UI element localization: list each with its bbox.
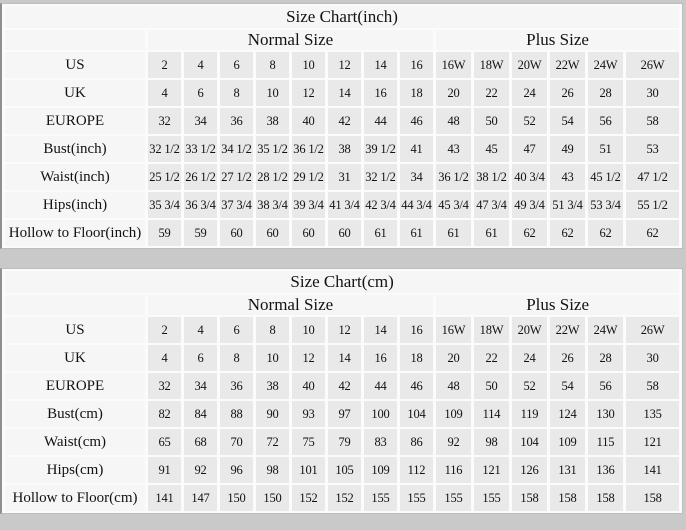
size-value-cell: 131: [550, 457, 585, 483]
corner-cell: [5, 295, 145, 315]
size-value-cell: 48: [436, 373, 471, 399]
size-row: [5, 429, 679, 455]
size-value-cell: 51 3/4: [550, 192, 585, 218]
size-value-cell: 155: [400, 485, 433, 511]
size-value-cell: 147: [184, 485, 217, 511]
size-value-cell: 14: [364, 317, 397, 343]
size-value-cell: 18W: [474, 52, 509, 78]
size-value-cell: 50: [474, 108, 509, 134]
size-value-cell: 61: [364, 220, 397, 246]
size-value-cell: 24W: [588, 317, 623, 343]
size-row: [5, 485, 679, 511]
size-value-cell: 8: [256, 52, 289, 78]
size-value-cell: 126: [512, 457, 547, 483]
size-value-cell: 27 1/2: [220, 164, 253, 190]
size-value-cell: 47 1/2: [626, 164, 679, 190]
size-value-cell: 18: [400, 345, 433, 371]
size-value-cell: 29 1/2: [292, 164, 325, 190]
size-value-cell: 104: [512, 429, 547, 455]
size-value-cell: 50: [474, 373, 509, 399]
size-value-cell: 32: [148, 108, 181, 134]
size-value-cell: 98: [474, 429, 509, 455]
size-value-cell: 24: [512, 345, 547, 371]
size-value-cell: 124: [550, 401, 585, 427]
size-value-cell: 68: [184, 429, 217, 455]
size-value-cell: 26: [550, 345, 585, 371]
size-value-cell: 136: [588, 457, 623, 483]
size-value-cell: 22: [474, 80, 509, 106]
section-header: Plus Size: [436, 30, 679, 50]
size-value-cell: 60: [220, 220, 253, 246]
size-value-cell: 24W: [588, 52, 623, 78]
size-value-cell: 8: [220, 80, 253, 106]
size-value-cell: 158: [588, 485, 623, 511]
size-value-cell: 10: [256, 80, 289, 106]
size-value-cell: 60: [328, 220, 361, 246]
size-value-cell: 25 1/2: [148, 164, 181, 190]
size-value-cell: 12: [292, 345, 325, 371]
size-value-cell: 98: [256, 457, 289, 483]
row-label: EUROPE: [5, 373, 145, 399]
size-value-cell: 45 1/2: [588, 164, 623, 190]
size-value-cell: 92: [184, 457, 217, 483]
size-value-cell: 119: [512, 401, 547, 427]
size-value-cell: 53: [626, 136, 679, 162]
size-value-cell: 58: [626, 373, 679, 399]
row-label: Bust(cm): [5, 401, 145, 427]
size-value-cell: 4: [148, 80, 181, 106]
size-value-cell: 10: [292, 317, 325, 343]
size-value-cell: 150: [256, 485, 289, 511]
row-label: Waist(cm): [5, 429, 145, 455]
size-value-cell: 6: [184, 80, 217, 106]
size-row: [5, 192, 679, 218]
size-value-cell: 4: [184, 52, 217, 78]
size-value-cell: 61: [474, 220, 509, 246]
chart-title: Size Chart(cm): [5, 271, 679, 293]
size-value-cell: 116: [436, 457, 471, 483]
size-value-cell: 150: [220, 485, 253, 511]
size-value-cell: 92: [436, 429, 471, 455]
chart-title-row: [5, 271, 679, 293]
size-value-cell: 58: [626, 108, 679, 134]
size-value-cell: 8: [220, 345, 253, 371]
size-value-cell: 61: [400, 220, 433, 246]
size-value-cell: 75: [292, 429, 325, 455]
size-row: [5, 108, 679, 134]
size-value-cell: 33 1/2: [184, 136, 217, 162]
size-value-cell: 86: [400, 429, 433, 455]
size-value-cell: 54: [550, 108, 585, 134]
size-value-cell: 112: [400, 457, 433, 483]
size-value-cell: 32: [148, 373, 181, 399]
size-value-cell: 32 1/2: [148, 136, 181, 162]
size-value-cell: 84: [184, 401, 217, 427]
row-label: UK: [5, 345, 145, 371]
size-value-cell: 38: [328, 136, 361, 162]
size-value-cell: 36: [220, 373, 253, 399]
size-value-cell: 12: [328, 317, 361, 343]
size-value-cell: 24: [512, 80, 547, 106]
row-label: EUROPE: [5, 108, 145, 134]
size-value-cell: 82: [148, 401, 181, 427]
row-label: UK: [5, 80, 145, 106]
size-value-cell: 79: [328, 429, 361, 455]
size-value-cell: 70: [220, 429, 253, 455]
size-value-cell: 65: [148, 429, 181, 455]
row-label: Waist(inch): [5, 164, 145, 190]
size-value-cell: 53 3/4: [588, 192, 623, 218]
size-value-cell: 96: [220, 457, 253, 483]
size-value-cell: 38: [256, 108, 289, 134]
size-value-cell: 60: [292, 220, 325, 246]
size-value-cell: 44: [364, 373, 397, 399]
size-value-cell: 83: [364, 429, 397, 455]
size-value-cell: 155: [474, 485, 509, 511]
size-value-cell: 20W: [512, 317, 547, 343]
section-header: Normal Size: [148, 295, 433, 315]
size-value-cell: 62: [626, 220, 679, 246]
size-value-cell: 48: [436, 108, 471, 134]
corner-cell: [5, 30, 145, 50]
size-value-cell: 14: [328, 345, 361, 371]
size-row: [5, 317, 679, 343]
size-value-cell: 45 3/4: [436, 192, 471, 218]
size-value-cell: 26W: [626, 317, 679, 343]
chart-title-row: [5, 6, 679, 28]
size-value-cell: 22W: [550, 52, 585, 78]
size-value-cell: 4: [148, 345, 181, 371]
size-value-cell: 37 3/4: [220, 192, 253, 218]
size-value-cell: 93: [292, 401, 325, 427]
size-value-cell: 59: [184, 220, 217, 246]
size-value-cell: 61: [436, 220, 471, 246]
size-value-cell: 18W: [474, 317, 509, 343]
row-label: Hollow to Floor(cm): [5, 485, 145, 511]
size-value-cell: 22W: [550, 317, 585, 343]
size-value-cell: 14: [328, 80, 361, 106]
size-value-cell: 43: [550, 164, 585, 190]
size-value-cell: 59: [148, 220, 181, 246]
size-value-cell: 46: [400, 373, 433, 399]
size-value-cell: 42: [328, 373, 361, 399]
size-value-cell: 54: [550, 373, 585, 399]
size-value-cell: 2: [148, 317, 181, 343]
section-header-row: [5, 295, 679, 315]
size-value-cell: 121: [626, 429, 679, 455]
size-value-cell: 101: [292, 457, 325, 483]
size-value-cell: 39 1/2: [364, 136, 397, 162]
size-value-cell: 6: [220, 52, 253, 78]
size-value-cell: 20W: [512, 52, 547, 78]
size-value-cell: 18: [400, 80, 433, 106]
size-value-cell: 141: [626, 457, 679, 483]
size-value-cell: 100: [364, 401, 397, 427]
size-value-cell: 40 3/4: [512, 164, 547, 190]
size-value-cell: 62: [512, 220, 547, 246]
size-value-cell: 12: [292, 80, 325, 106]
size-value-cell: 6: [220, 317, 253, 343]
size-value-cell: 36: [220, 108, 253, 134]
size-value-cell: 115: [588, 429, 623, 455]
size-row: [5, 220, 679, 246]
size-value-cell: 91: [148, 457, 181, 483]
size-value-cell: 10: [256, 345, 289, 371]
section-header-row: [5, 30, 679, 50]
size-row: [5, 373, 679, 399]
size-value-cell: 42: [328, 108, 361, 134]
size-value-cell: 43: [436, 136, 471, 162]
size-value-cell: 28: [588, 345, 623, 371]
size-value-cell: 51: [588, 136, 623, 162]
size-value-cell: 109: [364, 457, 397, 483]
size-value-cell: 158: [512, 485, 547, 511]
size-value-cell: 16W: [436, 52, 471, 78]
size-value-cell: 26W: [626, 52, 679, 78]
size-row: [5, 457, 679, 483]
size-value-cell: 20: [436, 345, 471, 371]
size-value-cell: 30: [626, 345, 679, 371]
size-value-cell: 36 3/4: [184, 192, 217, 218]
size-value-cell: 38 3/4: [256, 192, 289, 218]
size-value-cell: 12: [328, 52, 361, 78]
size-value-cell: 152: [328, 485, 361, 511]
size-value-cell: 47 3/4: [474, 192, 509, 218]
size-value-cell: 155: [436, 485, 471, 511]
size-value-cell: 88: [220, 401, 253, 427]
size-value-cell: 109: [436, 401, 471, 427]
size-value-cell: 109: [550, 429, 585, 455]
size-value-cell: 155: [364, 485, 397, 511]
size-value-cell: 26: [550, 80, 585, 106]
size-chart-page: [0, 3, 686, 530]
size-value-cell: 31: [328, 164, 361, 190]
size-value-cell: 49 3/4: [512, 192, 547, 218]
size-value-cell: 56: [588, 373, 623, 399]
size-value-cell: 45: [474, 136, 509, 162]
size-value-cell: 62: [550, 220, 585, 246]
size-row: [5, 136, 679, 162]
section-header: Normal Size: [148, 30, 433, 50]
size-row: [5, 164, 679, 190]
size-value-cell: 46: [400, 108, 433, 134]
size-chart-cm: [0, 268, 683, 514]
size-value-cell: 52: [512, 108, 547, 134]
size-value-cell: 16: [400, 52, 433, 78]
row-label: Bust(inch): [5, 136, 145, 162]
size-value-cell: 40: [292, 373, 325, 399]
size-value-cell: 41 3/4: [328, 192, 361, 218]
size-value-cell: 52: [512, 373, 547, 399]
size-value-cell: 62: [588, 220, 623, 246]
size-value-cell: 34: [184, 373, 217, 399]
size-row: [5, 52, 679, 78]
size-value-cell: 39 3/4: [292, 192, 325, 218]
row-label: Hollow to Floor(inch): [5, 220, 145, 246]
size-value-cell: 20: [436, 80, 471, 106]
size-value-cell: 16W: [436, 317, 471, 343]
size-value-cell: 104: [400, 401, 433, 427]
size-value-cell: 44 3/4: [400, 192, 433, 218]
size-value-cell: 40: [292, 108, 325, 134]
size-value-cell: 141: [148, 485, 181, 511]
section-header: Plus Size: [436, 295, 679, 315]
row-label: US: [5, 52, 145, 78]
size-value-cell: 114: [474, 401, 509, 427]
size-value-cell: 8: [256, 317, 289, 343]
size-value-cell: 34: [184, 108, 217, 134]
size-value-cell: 28: [588, 80, 623, 106]
size-value-cell: 105: [328, 457, 361, 483]
size-value-cell: 35 3/4: [148, 192, 181, 218]
size-value-cell: 34 1/2: [220, 136, 253, 162]
size-value-cell: 97: [328, 401, 361, 427]
size-value-cell: 44: [364, 108, 397, 134]
size-value-cell: 16: [364, 80, 397, 106]
size-value-cell: 90: [256, 401, 289, 427]
size-chart-inch: [0, 3, 683, 249]
size-value-cell: 36 1/2: [292, 136, 325, 162]
size-value-cell: 36 1/2: [436, 164, 471, 190]
size-value-cell: 41: [400, 136, 433, 162]
size-value-cell: 60: [256, 220, 289, 246]
size-value-cell: 28 1/2: [256, 164, 289, 190]
size-value-cell: 49: [550, 136, 585, 162]
size-value-cell: 158: [550, 485, 585, 511]
size-value-cell: 130: [588, 401, 623, 427]
size-value-cell: 38 1/2: [474, 164, 509, 190]
size-value-cell: 22: [474, 345, 509, 371]
size-value-cell: 30: [626, 80, 679, 106]
row-label: US: [5, 317, 145, 343]
size-value-cell: 35 1/2: [256, 136, 289, 162]
size-value-cell: 4: [184, 317, 217, 343]
chart-title: Size Chart(inch): [5, 6, 679, 28]
row-label: Hips(inch): [5, 192, 145, 218]
size-value-cell: 72: [256, 429, 289, 455]
row-label: Hips(cm): [5, 457, 145, 483]
size-row: [5, 345, 679, 371]
size-value-cell: 135: [626, 401, 679, 427]
size-value-cell: 38: [256, 373, 289, 399]
size-value-cell: 152: [292, 485, 325, 511]
size-value-cell: 10: [292, 52, 325, 78]
size-value-cell: 16: [364, 345, 397, 371]
size-value-cell: 16: [400, 317, 433, 343]
size-value-cell: 26 1/2: [184, 164, 217, 190]
size-row: [5, 401, 679, 427]
size-value-cell: 34: [400, 164, 433, 190]
size-value-cell: 47: [512, 136, 547, 162]
size-value-cell: 158: [626, 485, 679, 511]
size-value-cell: 55 1/2: [626, 192, 679, 218]
size-value-cell: 2: [148, 52, 181, 78]
size-value-cell: 121: [474, 457, 509, 483]
size-value-cell: 14: [364, 52, 397, 78]
size-value-cell: 6: [184, 345, 217, 371]
size-value-cell: 42 3/4: [364, 192, 397, 218]
size-value-cell: 32 1/2: [364, 164, 397, 190]
size-row: [5, 80, 679, 106]
size-value-cell: 56: [588, 108, 623, 134]
